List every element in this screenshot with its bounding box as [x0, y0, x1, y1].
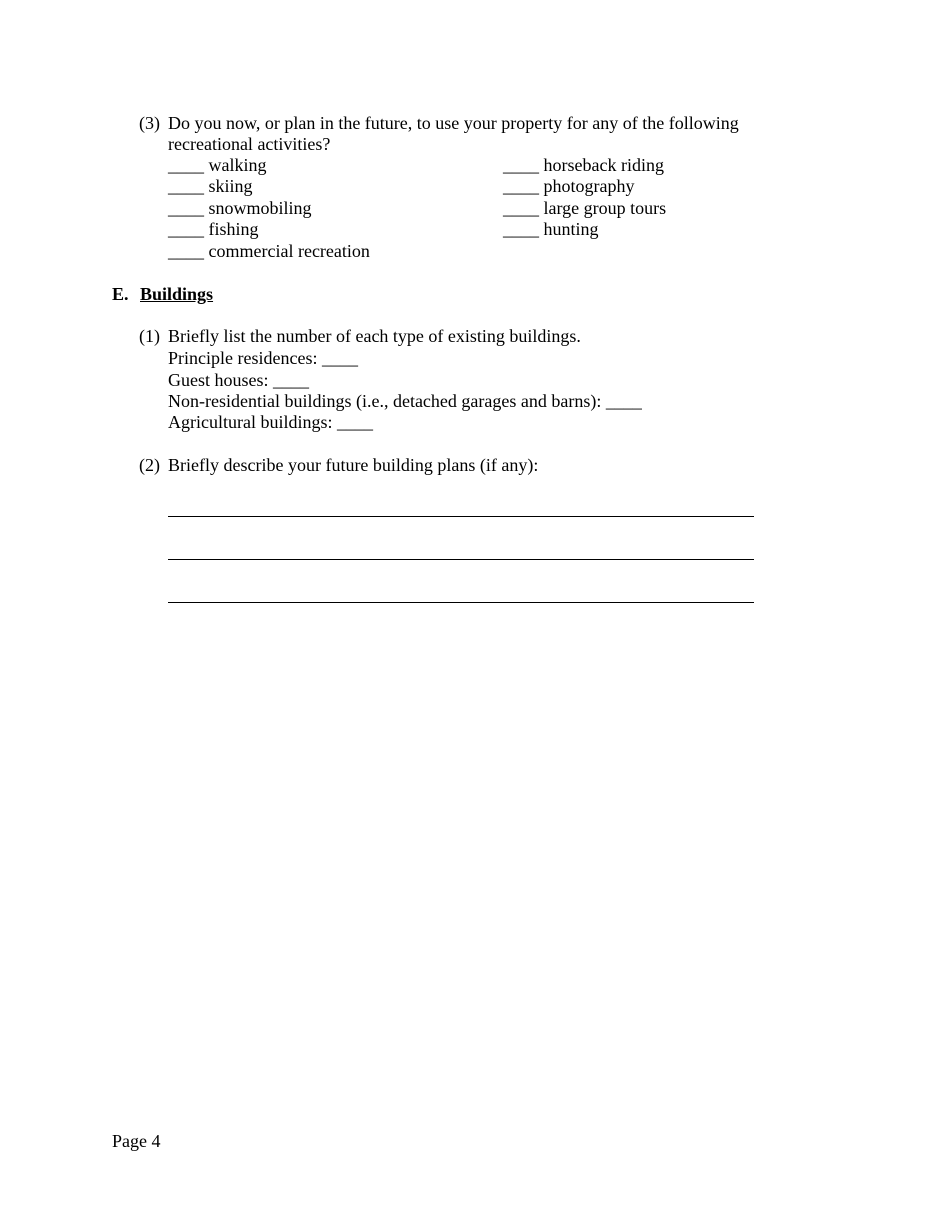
option-label: fishing	[208, 219, 259, 239]
answer-line-2[interactable]	[168, 559, 754, 560]
option-label: hunting	[543, 219, 599, 239]
field-blank[interactable]: ____	[321, 348, 358, 368]
option-blank[interactable]: ____	[168, 155, 204, 175]
question-3-number: (3)	[139, 113, 160, 133]
question-2-number: (2)	[139, 455, 160, 475]
page-number: Page 4	[112, 1131, 161, 1151]
option-label: snowmobiling	[208, 198, 312, 218]
option-label: walking	[208, 155, 267, 175]
field-label: Principle residences:	[168, 348, 318, 368]
option-blank[interactable]: ____	[168, 176, 204, 196]
option-blank[interactable]: ____	[168, 198, 204, 218]
option-photography[interactable]	[503, 176, 634, 198]
question-3-text-line1: Do you now, or plan in the future, to use your property for any of the following	[168, 113, 739, 133]
field-blank[interactable]: ____	[336, 412, 373, 432]
question-3-text-line2: recreational activities?	[168, 134, 331, 154]
field-blank[interactable]: ____	[273, 370, 309, 390]
question-2-text: Briefly describe your future building plans (if any):	[168, 455, 539, 475]
option-large-group-tours[interactable]	[503, 198, 666, 220]
option-blank[interactable]: ____	[503, 219, 539, 239]
option-snowmobiling[interactable]	[168, 198, 312, 220]
guest-houses-field[interactable]	[168, 370, 309, 392]
option-label: photography	[543, 176, 635, 196]
option-blank[interactable]: ____	[503, 198, 539, 218]
option-label: horseback riding	[543, 155, 664, 175]
option-horseback-riding[interactable]	[503, 155, 664, 177]
field-label: Guest houses:	[168, 370, 269, 390]
agricultural-buildings-field[interactable]	[168, 412, 373, 434]
option-fishing[interactable]	[168, 219, 259, 241]
option-blank[interactable]: ____	[503, 176, 539, 196]
field-label: Agricultural buildings:	[168, 412, 333, 432]
answer-line-3[interactable]	[168, 602, 754, 603]
option-hunting[interactable]	[503, 219, 599, 241]
option-skiing[interactable]	[168, 176, 253, 198]
option-label: large group tours	[543, 198, 667, 218]
answer-line-1[interactable]	[168, 516, 754, 517]
question-1-number: (1)	[139, 326, 160, 346]
non-residential-buildings-field[interactable]	[168, 391, 642, 413]
principle-residences-field[interactable]	[168, 348, 358, 370]
option-commercial-recreation[interactable]	[168, 241, 370, 263]
section-title: Buildings	[140, 284, 214, 304]
field-blank[interactable]: ____	[605, 391, 642, 411]
field-label: Non-residential buildings (i.e., detached garages and barns):	[168, 391, 602, 411]
option-blank[interactable]: ____	[168, 219, 204, 239]
question-1-text: Briefly list the number of each type of existing buildings.	[168, 326, 581, 346]
option-label: skiing	[208, 176, 253, 196]
section-letter: E.	[112, 284, 129, 304]
option-walking[interactable]	[168, 155, 267, 177]
option-blank[interactable]: ____	[168, 241, 204, 261]
option-label: commercial recreation	[208, 241, 370, 261]
option-blank[interactable]: ____	[503, 155, 539, 175]
